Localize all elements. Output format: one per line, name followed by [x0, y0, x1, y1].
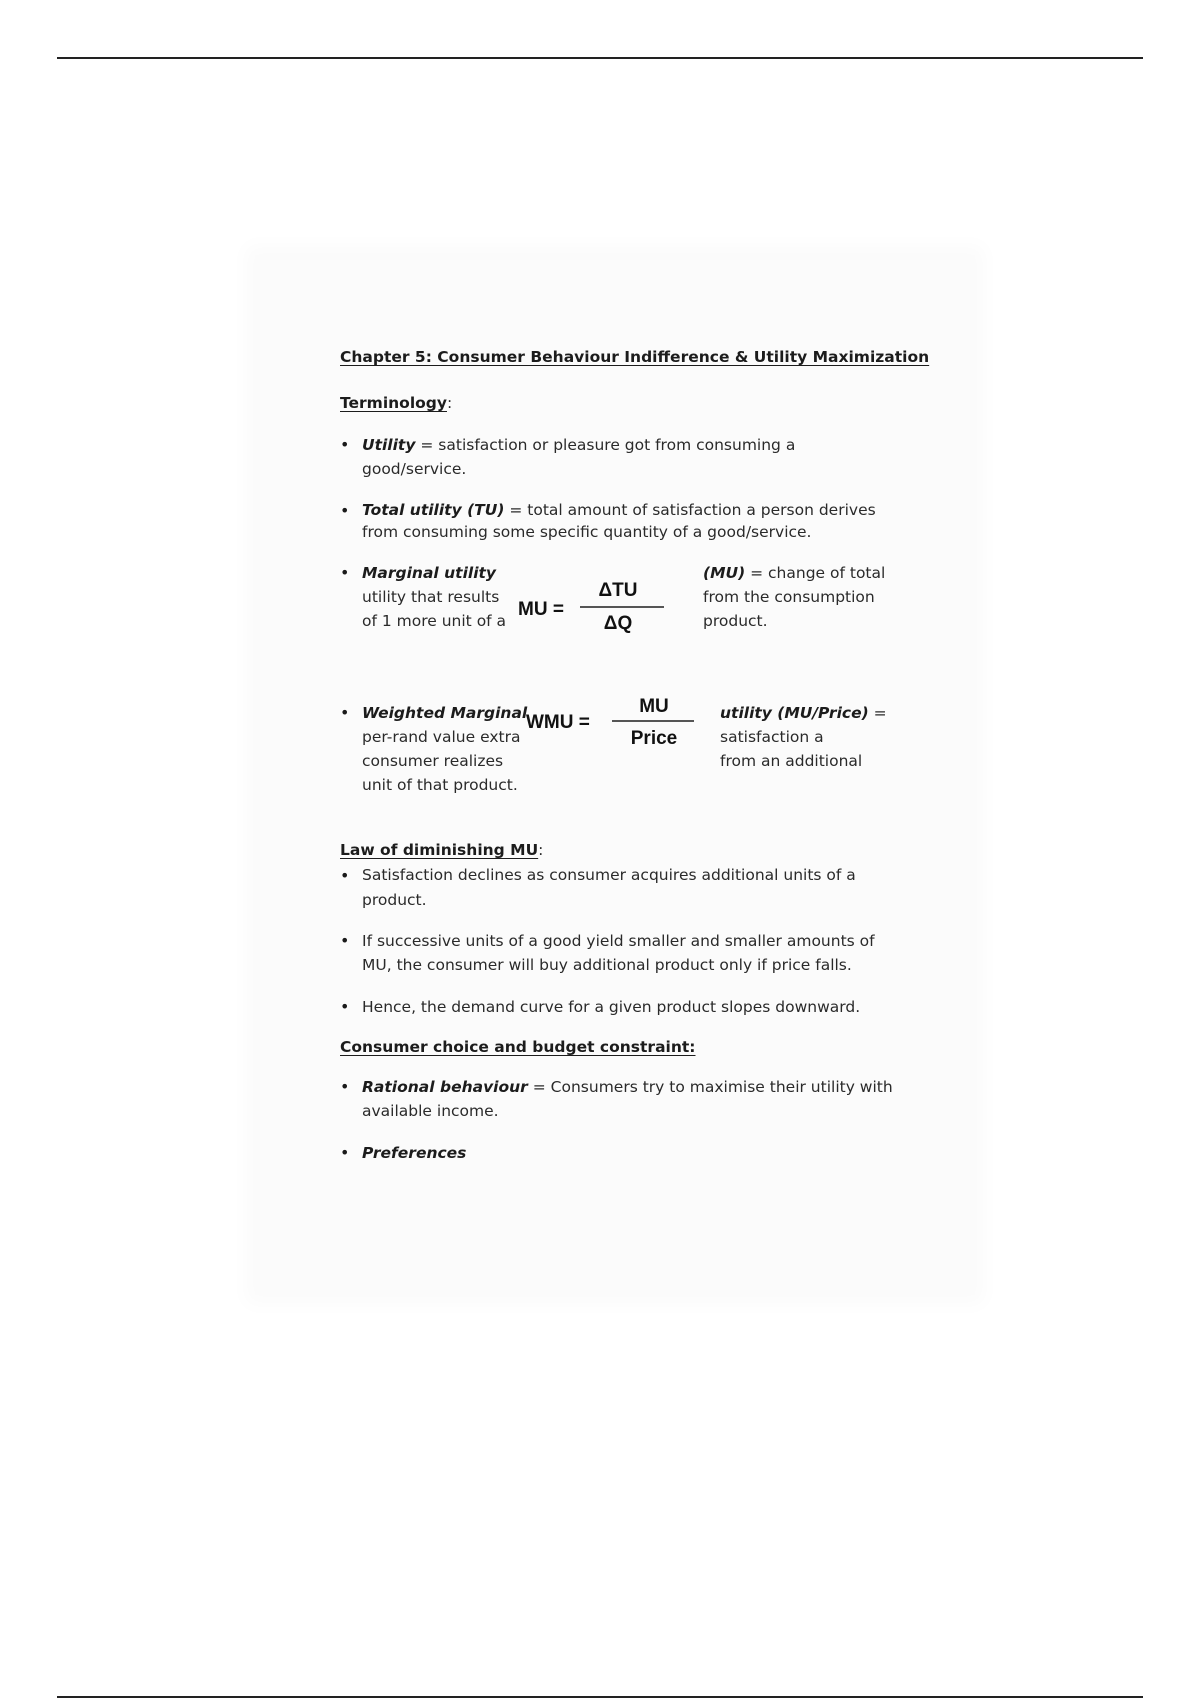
- chapter-title-line: [340, 345, 930, 369]
- law-item-1-line2: product.: [362, 891, 427, 909]
- top-rule: [57, 57, 1143, 59]
- marginal-utility-term: Marginal utility: [362, 564, 497, 582]
- bullet-icon: •: [340, 563, 350, 582]
- bullet-icon: •: [340, 866, 350, 885]
- bullet-icon: •: [340, 1143, 350, 1162]
- marginal-utility-right: [703, 561, 885, 633]
- wmu-fraction-bar: [612, 720, 694, 722]
- marginal-utility-right1-rest: = change of total: [745, 564, 886, 582]
- utility-def1: = satisfaction or pleasure got from consuming a: [415, 436, 796, 454]
- mu-formula-numerator: ΔTU: [598, 580, 638, 601]
- weighted-marginal-term: Weighted Marginal: [362, 704, 528, 722]
- mu-fraction-bar: [580, 606, 664, 608]
- weighted-marginal-left3: consumer realizes: [362, 752, 504, 770]
- marginal-utility-right1: [703, 561, 885, 585]
- total-utility-term: Total utility (TU): [362, 501, 505, 519]
- law-item-2-line1: If successive units of a good yield smaller and smaller amounts of: [362, 932, 875, 950]
- chapter-title: Chapter 5: Consumer Behaviour Indifference & Utility Maximization: [340, 348, 930, 366]
- marginal-utility-left3: of 1 more unit of a: [362, 612, 507, 630]
- weighted-marginal-left2: per-rand value extra: [362, 728, 521, 746]
- weighted-marginal-right: [720, 701, 887, 773]
- law-heading-line: [340, 838, 900, 862]
- rational-line1: [362, 1075, 900, 1099]
- rational-behaviour-item: [340, 1075, 900, 1123]
- utility-line2: good/service.: [362, 460, 467, 478]
- bullet-icon: •: [340, 997, 350, 1016]
- law-item-3: [340, 995, 900, 1019]
- preferences-term: Preferences: [362, 1144, 467, 1162]
- total-utility-line2: from consuming some specific quantity of a good/service.: [362, 523, 812, 541]
- weighted-marginal-right2: satisfaction a: [720, 728, 824, 746]
- bottom-rule: [57, 1696, 1143, 1698]
- total-utility-def1: = total amount of satisfaction a person derives: [504, 501, 876, 519]
- consumer-choice-heading: Consumer choice and budget constraint:: [340, 1038, 696, 1056]
- weighted-marginal-right1: [720, 701, 887, 725]
- marginal-utility-right2: from the consumption: [703, 588, 875, 606]
- wmu-formula-numerator: MU: [639, 696, 669, 717]
- wmu-formula-lhs: WMU =: [526, 712, 590, 733]
- mu-formula-denominator: ΔQ: [603, 613, 633, 634]
- marginal-utility-item: [340, 561, 900, 701]
- total-utility-line1: [362, 499, 900, 521]
- weighted-marginal-left: [362, 701, 527, 797]
- law-item-2: [340, 929, 900, 977]
- utility-line1: [362, 433, 900, 457]
- terminology-heading: Terminology: [340, 394, 447, 412]
- bullet-icon: •: [340, 931, 350, 950]
- law-item-3-line1: Hence, the demand curve for a given product slopes downward.: [362, 998, 861, 1016]
- terminology-heading-line: [340, 391, 900, 415]
- law-heading: Law of diminishing MU: [340, 841, 539, 859]
- weighted-marginal-right1-rest: =: [868, 704, 887, 722]
- bullet-icon: •: [340, 1077, 350, 1096]
- law-item-1-line1: Satisfaction declines as consumer acquires additional units of a: [362, 866, 856, 884]
- rational-term: Rational behaviour: [362, 1078, 528, 1096]
- law-item-2-line2: MU, the consumer will buy additional product only if price falls.: [362, 956, 852, 974]
- preferences-item: [340, 1141, 900, 1165]
- mu-formula-lhs: MU =: [518, 599, 564, 620]
- law-colon: :: [538, 841, 544, 859]
- weighted-marginal-item: [340, 696, 900, 831]
- marginal-utility-left2: utility that results: [362, 588, 500, 606]
- wmu-formula-denominator: Price: [630, 728, 678, 749]
- bullet-icon: •: [340, 501, 350, 520]
- total-utility-item: [340, 499, 900, 543]
- utility-term: Utility: [362, 436, 416, 454]
- terminology-colon: :: [446, 394, 453, 412]
- mu-abbrev-term: (MU): [703, 564, 746, 582]
- mu-formula: [518, 561, 688, 651]
- marginal-utility-right3: product.: [703, 612, 768, 630]
- wmu-abbrev-term: utility (MU/Price): [720, 704, 869, 722]
- law-item-1: [340, 863, 900, 913]
- wmu-formula: [526, 696, 696, 781]
- bullet-icon: •: [340, 435, 350, 454]
- rational-def1: = Consumers try to maximise their utility with: [527, 1078, 893, 1096]
- marginal-utility-left: [362, 561, 506, 633]
- bullet-icon: •: [340, 703, 350, 722]
- utility-item: [340, 433, 900, 481]
- weighted-marginal-right3: from an additional: [720, 752, 863, 770]
- weighted-marginal-left4: unit of that product.: [362, 776, 518, 794]
- rational-line2: available income.: [362, 1102, 499, 1120]
- consumer-choice-heading-line: [340, 1035, 900, 1059]
- document-body: [340, 345, 930, 1165]
